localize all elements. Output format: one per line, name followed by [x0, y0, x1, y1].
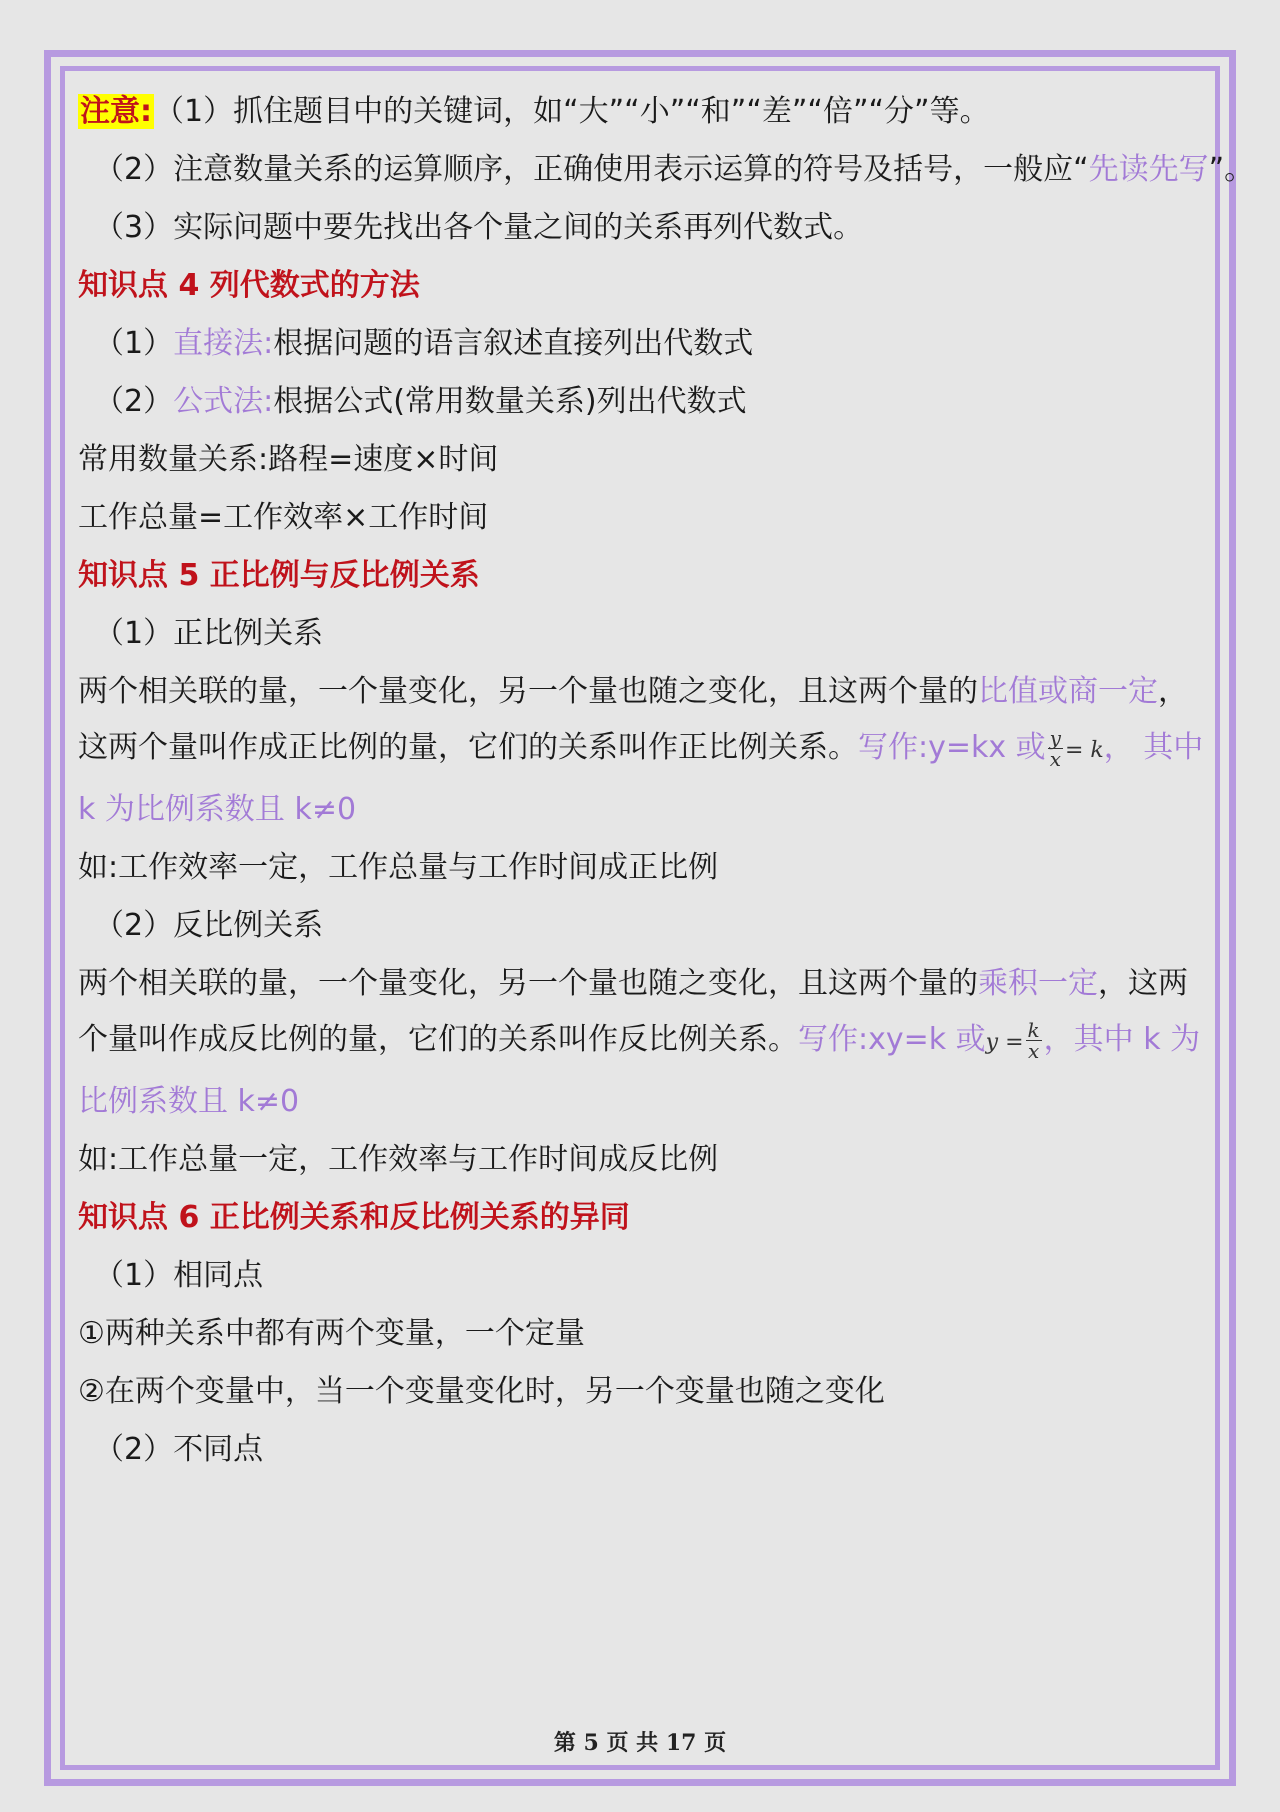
kp6-similarity-2: ②在两个变量中，当一个变量变化时，另一个变量也随之变化: [78, 1374, 885, 1409]
kp5-para-4-text: 两个相关联的量，一个量变化，另一个量也随之变化，且这两个量的: [78, 966, 978, 1001]
kp4-item-2: [94, 376, 1224, 428]
kp6-sub-2: （2）不同点: [94, 1432, 264, 1467]
kp5-para-5: [78, 1014, 1208, 1066]
kp6-sub-1: （1）相同点: [94, 1258, 264, 1293]
kp5-fraction: [1048, 728, 1063, 769]
kp5-fraction-2-numerator: k: [1027, 1018, 1040, 1042]
kp5-formula-text: 写作:y=kx 或: [858, 730, 1046, 765]
note-text-2-end: ”。: [1208, 152, 1255, 187]
kp4-relation-2: 工作总量=工作效率×工作时间: [78, 500, 489, 535]
kp5-para-2-text: 这两个量叫作成正比例的量，它们的关系叫作正比例关系。: [78, 730, 858, 765]
kp6-similarity-1: ①两种关系中都有两个变量，一个定量: [78, 1316, 585, 1351]
kp5-para-1: [78, 666, 1208, 718]
kp5-fraction-2: [1026, 1020, 1042, 1061]
kp5-formula-2-lhs: y =: [985, 1030, 1024, 1055]
page-footer: 第 5 页 共 17 页: [553, 1730, 727, 1756]
kp5-sub-1: （1）正比例关系: [94, 616, 324, 651]
note-label: 注意:: [80, 94, 152, 129]
kp5-para-1-highlight: 比值或商一定: [978, 674, 1158, 709]
kp5-fraction-2-denominator: x: [1027, 1039, 1040, 1063]
kp4-item-2-text: 根据公式(常用数量关系)列出代数式: [273, 384, 747, 419]
kp4-heading: 知识点 4 列代数式的方法: [78, 268, 420, 303]
kp5-para-6: 比例系数且 k≠0: [78, 1084, 300, 1119]
kp5-para-4-end: ，这两: [1098, 966, 1188, 1001]
note-text-2: （2）注意数量关系的运算顺序，正确使用表示运算的符号及括号，一般应“: [94, 152, 1089, 187]
note-highlight: 先读先写: [1088, 152, 1209, 187]
kp5-para-4-highlight: 乘积一定: [978, 966, 1098, 1001]
kp4-item-2-num: （2）: [94, 384, 174, 419]
kp5-para-5-tail: ，其中 k 为: [1043, 1022, 1201, 1057]
kp5-formula-2-text: 写作:xy=k 或: [798, 1022, 986, 1057]
kp5-formula-eq: = k: [1064, 738, 1104, 763]
kp4-item-1: [94, 318, 1224, 370]
kp6-heading: 知识点 6 正比例关系和反比例关系的异同: [78, 1200, 630, 1235]
kp4-item-2-key: 公式法:: [173, 384, 274, 419]
note-line-3: （3）实际问题中要先找出各个量之间的关系再列代数式。: [94, 210, 864, 245]
note-line-2: [94, 144, 1255, 196]
kp5-para-2-tail: ， 其中: [1103, 730, 1204, 765]
note-text-1: （1）抓住题目中的关键词，如“大”“小”“和”“差”“倍”“分”等。: [154, 94, 990, 129]
kp5-para-2: [78, 722, 1208, 774]
kp5-example-2: 如:工作总量一定，工作效率与工作时间成反比例: [78, 1142, 719, 1177]
kp4-item-1-text: 根据问题的语言叙述直接列出代数式: [273, 326, 754, 361]
kp5-para-5-text: 个量叫作成反比例的量，它们的关系叫作反比例关系。: [78, 1022, 798, 1057]
kp5-para-3: k 为比例系数且 k≠0: [78, 792, 357, 827]
kp5-para-1-end: ，: [1158, 674, 1188, 709]
kp5-fraction-numerator: y: [1049, 726, 1061, 750]
kp5-para-1-text: 两个相关联的量，一个量变化，另一个量也随之变化，且这两个量的: [78, 674, 978, 709]
kp4-item-1-key: 直接法:: [173, 326, 274, 361]
kp5-sub-2: （2）反比例关系: [94, 908, 324, 943]
note-line-1: [78, 86, 1208, 138]
kp5-para-4: [78, 958, 1208, 1010]
kp4-relation-1: 常用数量关系:路程=速度×时间: [78, 442, 499, 477]
kp5-fraction-denominator: x: [1049, 747, 1061, 771]
kp4-item-1-num: （1）: [94, 326, 174, 361]
kp5-heading: 知识点 5 正比例与反比例关系: [78, 558, 480, 593]
kp5-example-1: 如:工作效率一定，工作总量与工作时间成正比例: [78, 850, 719, 885]
